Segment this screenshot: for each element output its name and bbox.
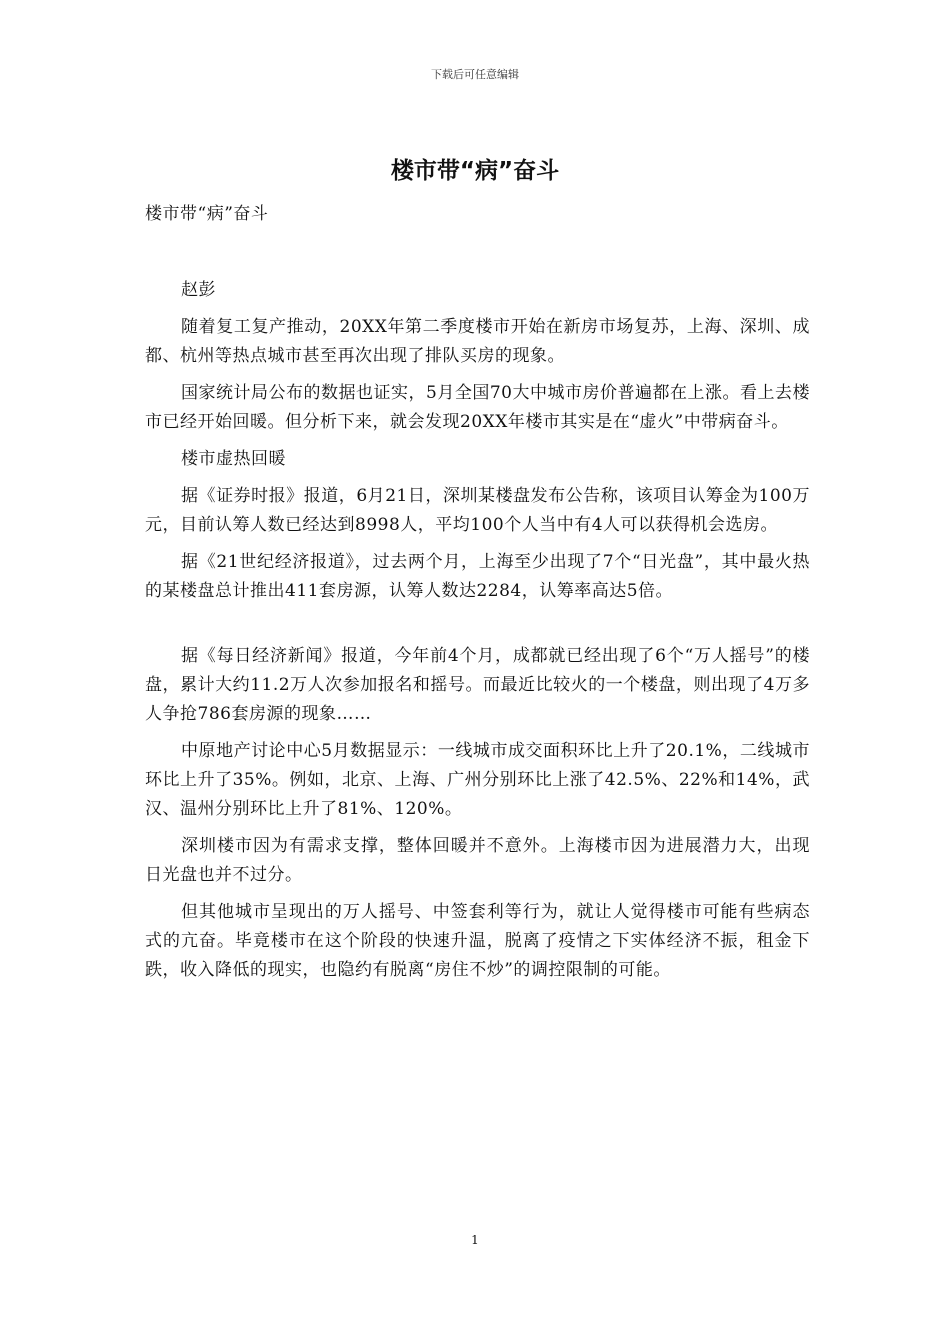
document-subtitle: 楼市带“病”奋斗 bbox=[145, 204, 269, 224]
page-number: 1 bbox=[471, 1233, 479, 1247]
paragraph: 随着复工复产推动，20XX年第二季度楼市开始在新房市场复苏，上海、深圳、成都、杭州等热点城市甚至再次出现了排队买房的现象。 bbox=[145, 317, 810, 366]
paragraph: 但其他城市呈现出的万人摇号、中签套利等行为，就让人觉得楼市可能有些病态式的亢奋。毕竟楼市在这个阶段的快速升温，脱离了疫情之下实体经济不振，租金下跌，收入降低的现实，也隐约有脱离“房住不炒”的调控限制的可能。 bbox=[145, 902, 810, 980]
paragraph: 深圳楼市因为有需求支撑，整体回暖并不意外。上海楼市因为进展潜力大，出现日光盘也并不过分。 bbox=[145, 836, 810, 885]
document-title: 楼市带“病”奋斗 bbox=[390, 158, 560, 184]
document-body bbox=[145, 200, 810, 993]
paragraph: 据《证券时报》报道，6月21日，深圳某楼盘发布公告称，该项目认筹金为100万元，目前认筹人数已经达到8998人，平均100个人当中有4人可以获得机会选房。 bbox=[145, 486, 810, 535]
paragraph: 国家统计局公布的数据也证实，5月全国70大中城市房价普遍都在上涨。看上去楼市已经开始回暖。但分析下来，就会发现20XX年楼市其实是在“虚火”中带病奋斗。 bbox=[145, 383, 810, 432]
paragraph: 据《每日经济新闻》报道，今年前4个月，成都就已经出现了6个“万人摇号”的楼盘，累计大约11.2万人次参加报名和摇号。而最近比较火的一个楼盘，则出现了4万多人争抢786套房源的现象…… bbox=[145, 646, 810, 724]
paragraph: 中原地产讨论中心5月数据显示：一线城市成交面积环比上升了20.1%，二线城市环比上升了35%。例如，北京、上海、广州分别环比上涨了42.5%、22%和14%，武汉、温州分别环比上升了81%、120%。 bbox=[145, 741, 810, 819]
section-heading: 楼市虚热回暖 bbox=[181, 449, 286, 469]
paragraph: 据《21世纪经济报道》，过去两个月，上海至少出现了7个“日光盘”，其中最火热的某楼盘总计推出411套房源，认筹人数达2284，认筹率高达5倍。 bbox=[145, 552, 810, 601]
author-line: 赵彭 bbox=[181, 280, 216, 300]
header-note: 下载后可任意编辑 bbox=[431, 68, 519, 81]
